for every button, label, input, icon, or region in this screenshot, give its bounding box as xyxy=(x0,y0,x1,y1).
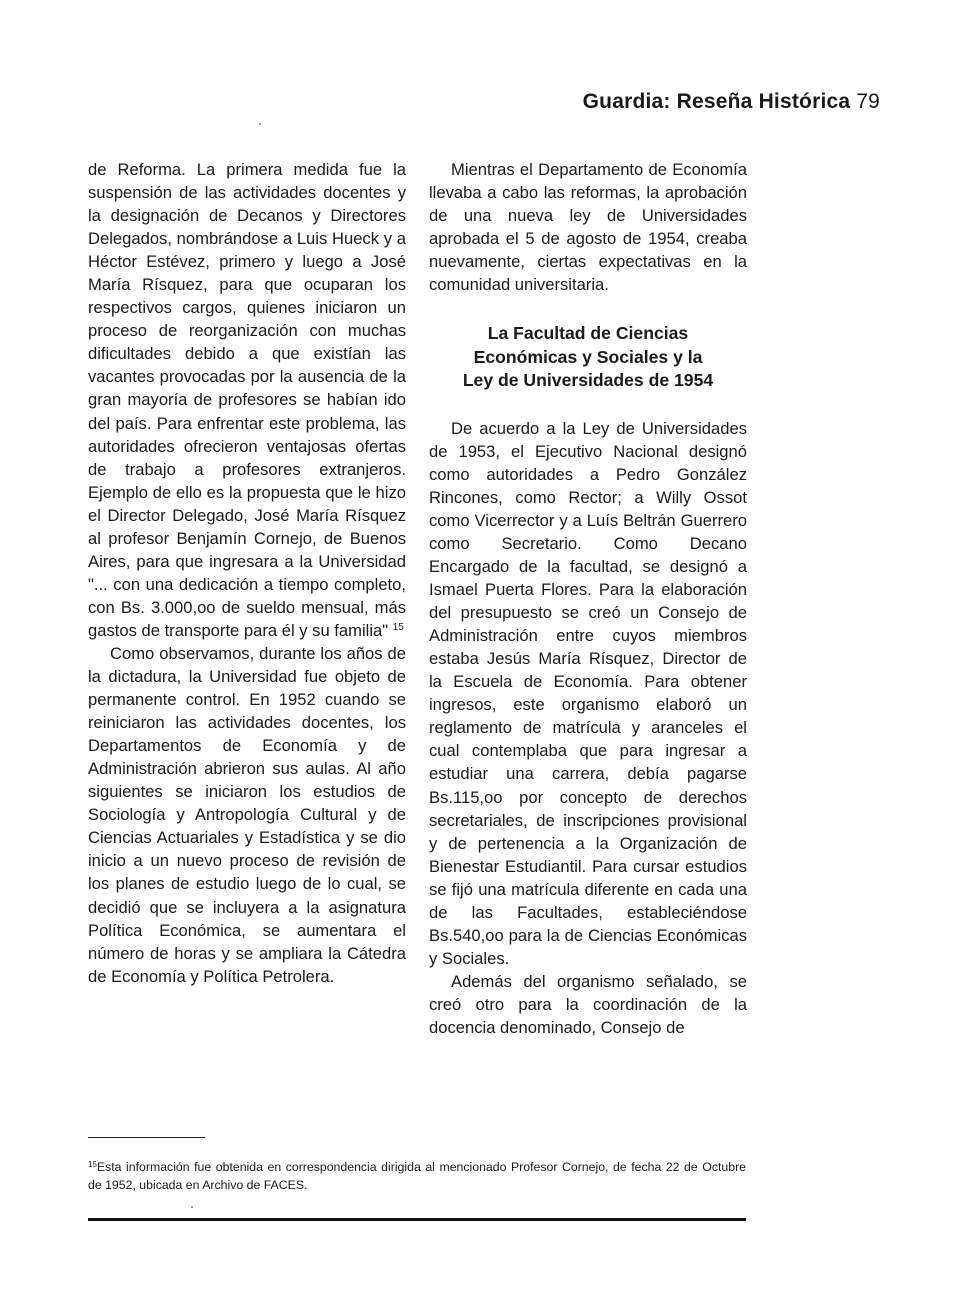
subheading-line-3: Ley de Universidades de 1954 xyxy=(462,370,714,391)
right-paragraph-2: De acuerdo a la Ley de Universidades de 1953, el Ejecutivo Nacional designó como autoridades a Pedro González Rincones, como Rector; a Willy Ossot como Vicerrector y a Luís Beltrán Guerrero como Secretario. Como Decano Encargado de la facultad, se designó a Ismael Puerta Flores. Para la elaboración del presupuesto se creó un Consejo de Administración entre cuyos miembros estaba Jesús María Rísquez, Director de la Escuela de Economía. Para obtener ingresos, este organismo elaboró un reglamento de matrícula y aranceles el cual contemplaba que para ingresar a estudiar una carrera, debía pagarse Bs.115,oo por concepto de derechos secretariales, de inscripciones provisional y de pertenencia a la Organización de Bienestar Estudiantil. Para cursar estudios se fijó una matrícula diferente en cada una de las Facultades, estableciéndose Bs.540,oo para la de Ciencias Económicas y Sociales. xyxy=(429,418,747,968)
header-title: Guardia: Reseña Histórica xyxy=(582,90,851,113)
footnote-reference: 15 xyxy=(392,621,404,633)
page-number: 79 xyxy=(856,90,880,113)
bottom-rule xyxy=(88,1218,746,1221)
footnote xyxy=(88,1158,746,1194)
section-subheading xyxy=(429,322,747,393)
scan-speck xyxy=(191,1206,193,1208)
left-paragraph-1-text: de Reforma. La primera medida fue la suspensión de las actividades docentes y la designación de Decanos y Directores Delegados, nombrándose a Luis Hueck y a Héctor Estévez, primero y luego a José María Rísquez, para que ocuparan los respectivos cargos, quienes iniciaron un proceso de reorganización con muchas dificultades debido a que existían las vacantes provocadas por la ausencia de la gran mayoría de profesores se habían ido del país. Para enfrentar este problema, las autoridades ofrecieron ventajosas ofertas de trabajo a profesores extranjeros. Ejemplo de ello es la propuesta que le hizo el Director Delegado, José María Rísquez al profesor Benjamín Cornejo, de Buenos Aires, para que ingresara a la Universidad "... con una dedicación a tiempo completo, con Bs. 3.000,oo de sueldo mensual, más gastos de transporte para él y su familia" xyxy=(88,160,406,640)
right-paragraph-1: Mientras el Departamento de Economía llevaba a cabo las reformas, la aprobación de una nueva ley de Universidades aprobada el 5 de agosto de 1954, creaba nuevamente, ciertas expectativas en la comunidad universitaria. xyxy=(429,160,747,295)
right-paragraph-3: Además del organismo señalado, se creó otro para la coordinación de la docencia denominado, Consejo de xyxy=(429,971,747,1037)
footnote-marker: 15 xyxy=(88,1160,97,1169)
subheading-line-1: La Facultad de Ciencias xyxy=(487,323,689,344)
footnote-text: Esta información fue obtenida en correspondencia dirigida al mencionado Profesor Cornejo, de fecha 22 de Octubre de 1952, ubicada en Archivo de FACES. xyxy=(88,1160,746,1192)
left-paragraph-1 xyxy=(88,158,406,642)
footnote-separator xyxy=(88,1137,205,1138)
scan-speck xyxy=(259,123,261,125)
left-paragraph-2: Como observamos, durante los años de la dictadura, la Universidad fue objeto de permanente control. En 1952 cuando se reiniciaron las actividades docentes, los Departamentos de Economía y de Administración abrieron sus aulas. Al año siguientes se iniciaron los estudios de Sociología y Antropología Cultural y de Ciencias Actuariales y Estadística y se dio inicio a un nuevo proceso de revisión de los planes de estudio luego de lo cual, se decidió que se incluyera a la asignatura Política Económica, se aumentara el número de horas y se ampliara la Cátedra de Economía y Política Petrolera. xyxy=(88,643,406,986)
left-column xyxy=(88,158,406,988)
running-header xyxy=(583,90,880,114)
right-column xyxy=(429,158,747,1039)
subheading-line-2: Económicas y Sociales y la xyxy=(473,346,703,367)
